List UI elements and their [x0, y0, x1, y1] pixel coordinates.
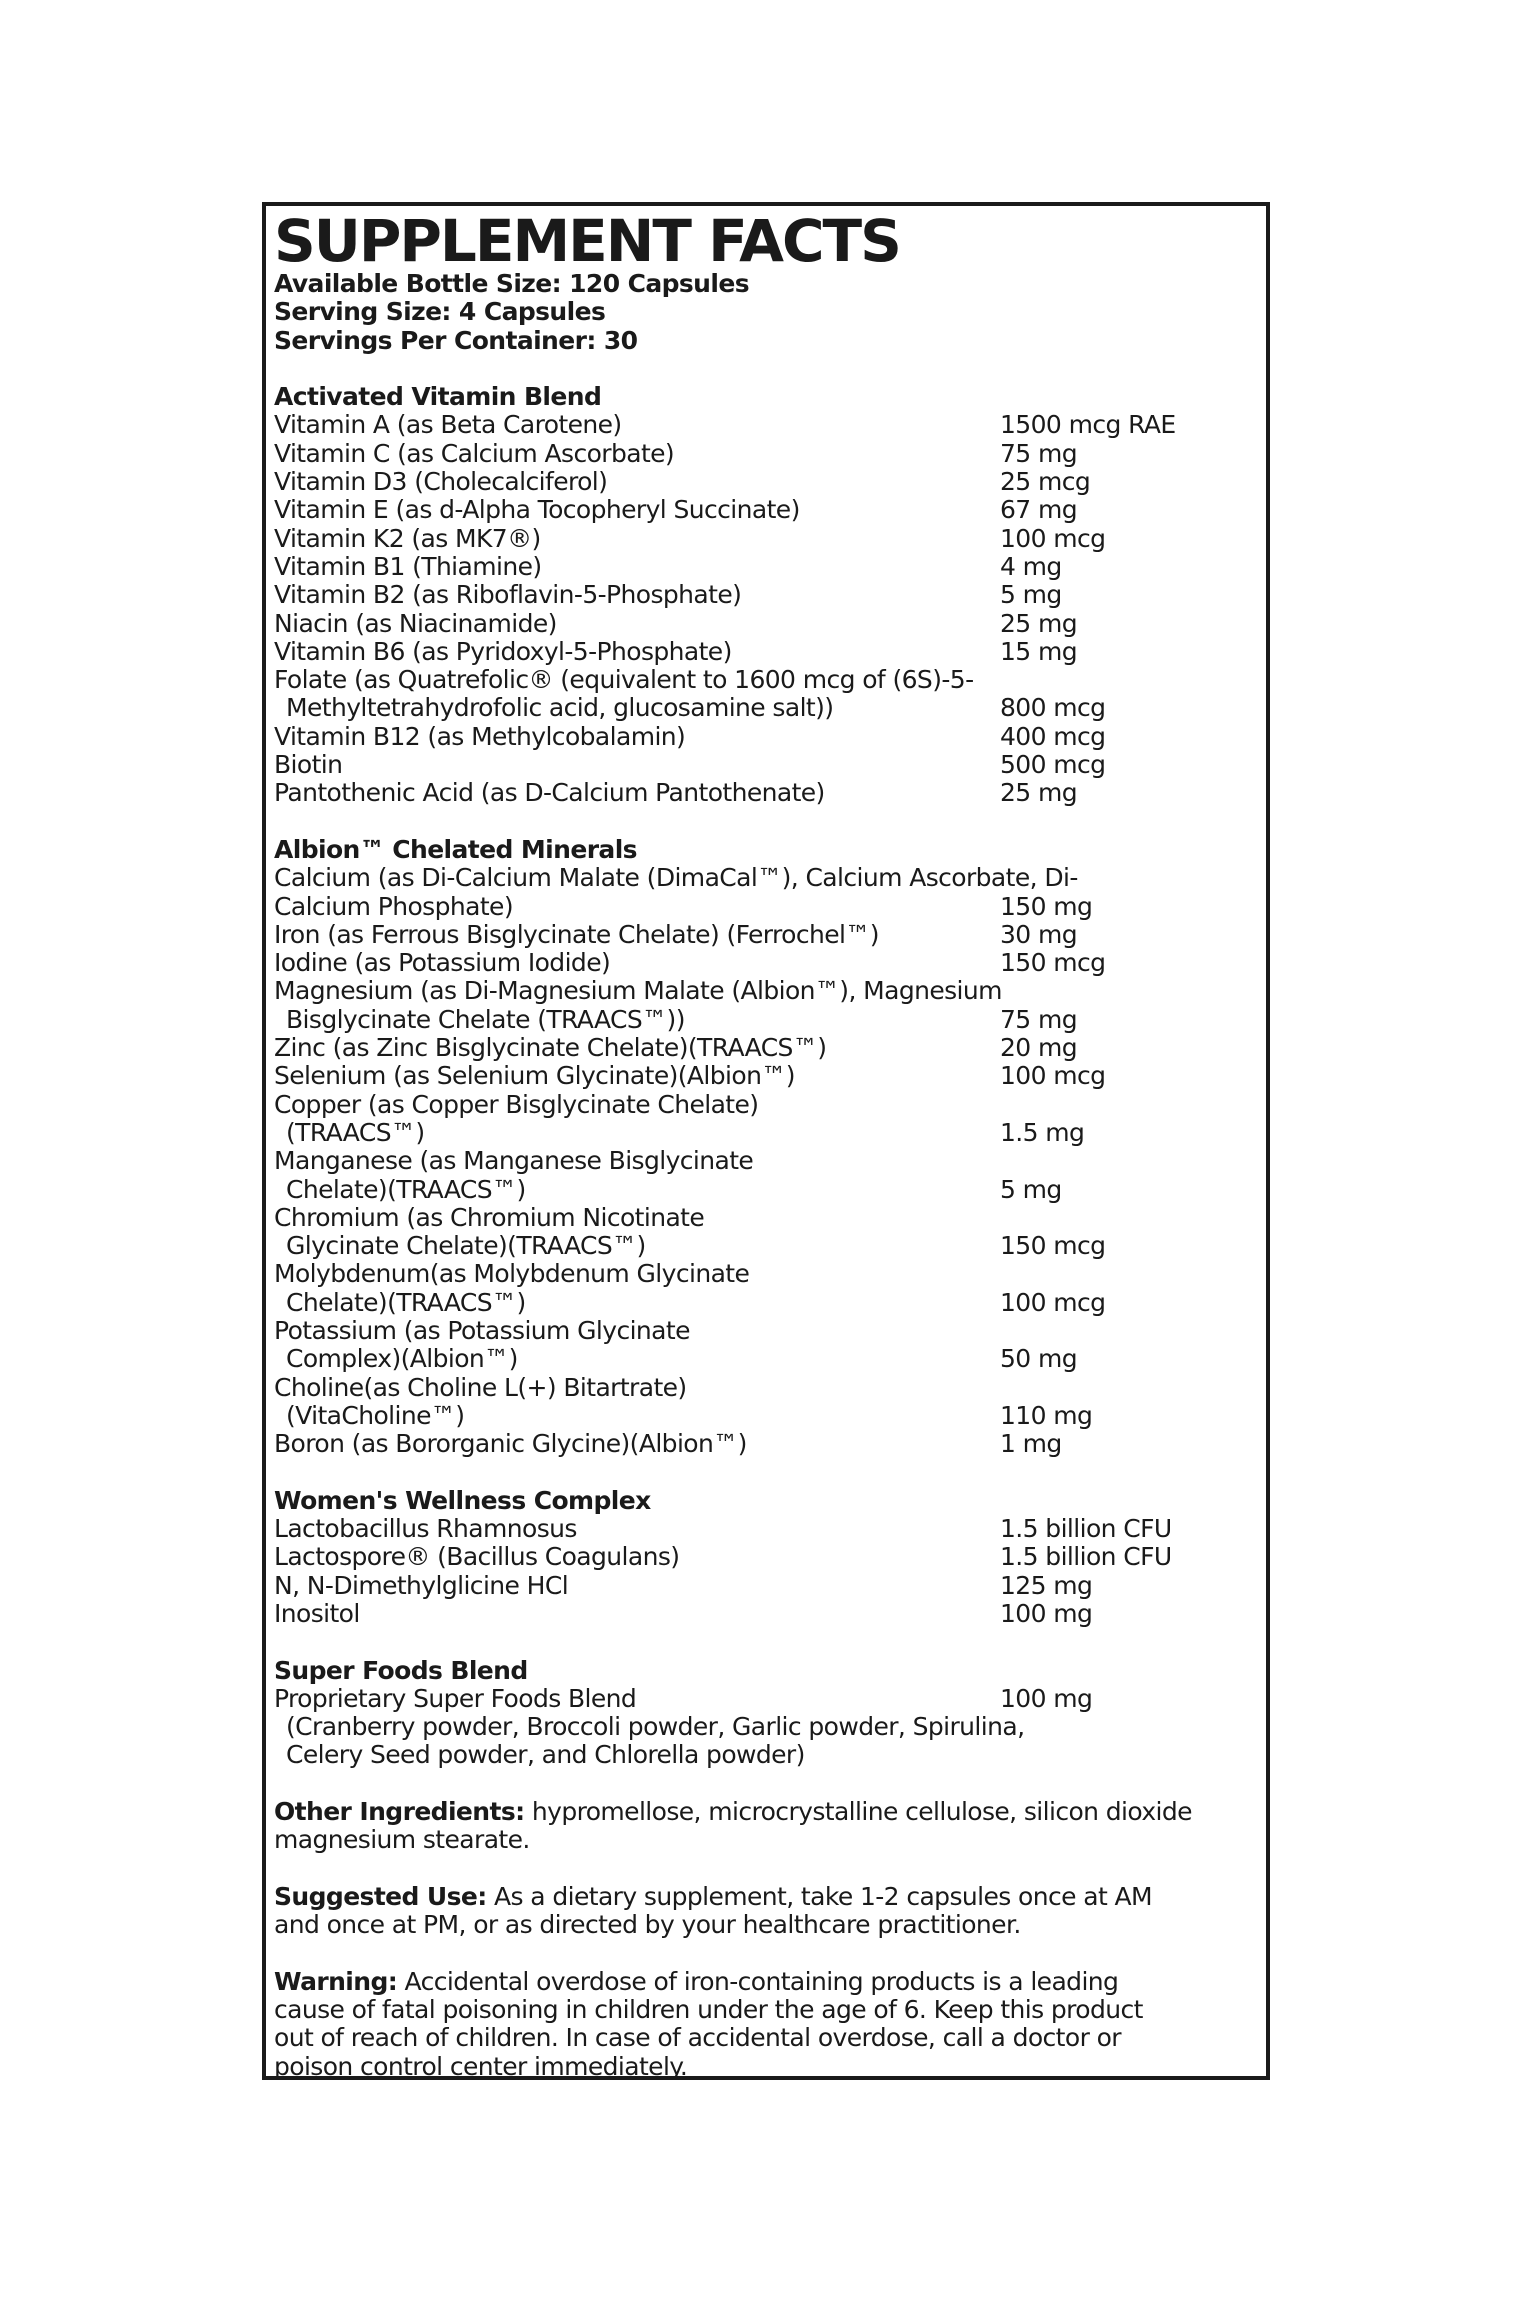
- ingredient-name: Complex)(Albion™): [286, 1344, 518, 1374]
- ingredient-row: [274, 1062, 1266, 1090]
- section: [274, 1657, 1266, 1770]
- ingredient-name: Chromium (as Chromium Nicotinate: [274, 1202, 705, 1232]
- ingredient-amount: 1 mg: [1000, 1429, 1062, 1459]
- warning-line: [274, 1968, 1264, 1996]
- ingredient-name: Proprietary Super Foods Blend: [274, 1683, 637, 1713]
- ingredient-name: Vitamin C (as Calcium Ascorbate): [274, 438, 675, 468]
- warning-text: Accidental overdose of iron-containing products is a leading: [397, 1966, 1119, 1996]
- ingredient-name: Niacin (as Niacinamide): [274, 608, 557, 638]
- bottle-size: Available Bottle Size: 120 Capsules: [274, 269, 749, 298]
- ingredient-name: Copper (as Copper Bisglycinate Chelate): [274, 1089, 759, 1119]
- suggested-use-line: [274, 1883, 1264, 1911]
- ingredient-row: [274, 1260, 1266, 1317]
- ingredient-name: Chelate)(TRAACS™): [286, 1174, 526, 1204]
- ingredient-name: Vitamin E (as d-Alpha Tocopheryl Succinate): [274, 495, 800, 525]
- ingredient-amount: 150 mcg: [1000, 948, 1106, 978]
- ingredient-amount: 400 mcg: [1000, 721, 1106, 751]
- ingredient-name: Potassium (as Potassium Glycinate: [274, 1315, 690, 1345]
- ingredient-amount: 5 mg: [1000, 1174, 1062, 1204]
- ingredient-name: Molybdenum(as Molybdenum Glycinate: [274, 1259, 750, 1289]
- section: [274, 383, 1266, 807]
- ingredient-name: Glycinate Chelate)(TRAACS™): [286, 1231, 646, 1261]
- ingredient-row: [274, 921, 1266, 949]
- ingredient-sections: [274, 383, 1266, 1770]
- ingredient-amount: 150 mg: [1000, 891, 1093, 921]
- other-ingredients-line: [274, 1798, 1264, 1826]
- suggested-use-line: and once at PM, or as directed by your healthcare practitioner.: [274, 1910, 1021, 1940]
- ingredient-amount: 1.5 mg: [1000, 1117, 1085, 1147]
- warning: [274, 1968, 1264, 2081]
- ingredient-name: Celery Seed powder, and Chlorella powder): [286, 1740, 805, 1770]
- serving-size: Serving Size: 4 Capsules: [274, 297, 606, 327]
- ingredient-row: [274, 1317, 1266, 1374]
- ingredient-amount: 5 mg: [1000, 580, 1062, 610]
- warning-label: Warning:: [274, 1966, 398, 1996]
- ingredient-amount: 800 mcg: [1000, 693, 1106, 723]
- ingredient-row: [274, 1091, 1266, 1148]
- section: [274, 836, 1266, 1459]
- ingredient-row: [274, 1572, 1266, 1600]
- ingredient-row: [274, 553, 1266, 581]
- suggested-use: [274, 1883, 1264, 1940]
- ingredient-name: Pantothenic Acid (as D-Calcium Pantothenate): [274, 778, 825, 808]
- ingredient-name: Vitamin D3 (Cholecalciferol): [274, 467, 608, 497]
- other-ingredients-label: Other Ingredients:: [274, 1797, 525, 1827]
- header-info: [274, 270, 1266, 355]
- ingredient-amount: 150 mcg: [1000, 1231, 1106, 1261]
- ingredient-name: Inositol: [274, 1598, 360, 1628]
- ingredient-name: Selenium (as Selenium Glycinate)(Albion™): [274, 1061, 795, 1091]
- ingredient-name: Lactospore® (Bacillus Coagulans): [274, 1542, 680, 1572]
- ingredient-amount: 1500 mcg RAE: [1000, 410, 1176, 440]
- ingredient-row: [274, 1034, 1266, 1062]
- ingredient-row: [274, 610, 1266, 638]
- ingredient-name: Folate (as Quatrefolic® (equivalent to 1600 mcg of (6S)-5-: [274, 665, 974, 695]
- ingredient-row: [274, 638, 1266, 666]
- ingredient-name: Zinc (as Zinc Bisglycinate Chelate)(TRAACS™): [274, 1033, 827, 1063]
- ingredient-row: [274, 723, 1266, 751]
- other-ingredients: [274, 1798, 1264, 1855]
- ingredient-amount: 100 mcg: [1000, 1287, 1106, 1317]
- ingredient-amount: 75 mg: [1000, 438, 1077, 468]
- ingredient-row: [274, 751, 1266, 779]
- ingredient-row: [274, 666, 1266, 723]
- ingredient-row: [274, 1147, 1266, 1204]
- warning-line: poison control center immediately.: [274, 2051, 688, 2081]
- ingredient-name: Vitamin K2 (as MK7®): [274, 523, 541, 553]
- ingredient-amount: 25 mg: [1000, 778, 1077, 808]
- ingredient-name: Manganese (as Manganese Bisglycinate: [274, 1146, 754, 1176]
- ingredient-row: [274, 949, 1266, 977]
- ingredient-amount: 1.5 billion CFU: [1000, 1514, 1172, 1544]
- ingredient-name: Lactobacillus Rhamnosus: [274, 1514, 577, 1544]
- ingredient-amount: 50 mg: [1000, 1344, 1077, 1374]
- ingredient-amount: 4 mg: [1000, 551, 1062, 581]
- ingredient-name: Vitamin B6 (as Pyridoxyl-5-Phosphate): [274, 636, 732, 666]
- ingredient-row: [274, 864, 1266, 921]
- ingredient-name: Vitamin B1 (Thiamine): [274, 551, 542, 581]
- warning-line: out of reach of children. In case of accidental overdose, call a doctor or: [274, 2023, 1121, 2053]
- page-title: SUPPLEMENT FACTS: [274, 207, 900, 275]
- ingredient-row: [274, 779, 1266, 807]
- supplement-facts-panel: [262, 202, 1270, 2080]
- ingredient-amount: 25 mcg: [1000, 467, 1091, 497]
- ingredient-name: Magnesium (as Di-Magnesium Malate (Albion™), Magnesium: [274, 976, 1002, 1006]
- ingredient-row: [274, 496, 1266, 524]
- ingredient-amount: 100 mg: [1000, 1683, 1093, 1713]
- ingredient-amount: 67 mg: [1000, 495, 1077, 525]
- ingredient-name: Calcium (as Di-Calcium Malate (DimaCal™), Calcium Ascorbate, Di-: [274, 863, 1078, 893]
- ingredient-row: [274, 525, 1266, 553]
- ingredient-amount: 100 mcg: [1000, 1061, 1106, 1091]
- ingredient-row: [274, 1543, 1266, 1571]
- ingredient-name: Vitamin A (as Beta Carotene): [274, 410, 622, 440]
- ingredient-name: (Cranberry powder, Broccoli powder, Garlic powder, Spirulina,: [286, 1712, 1025, 1742]
- ingredient-name: Methyltetrahydrofolic acid, glucosamine salt)): [286, 693, 834, 723]
- ingredient-row: [274, 1515, 1266, 1543]
- warning-line: cause of fatal poisoning in children under the age of 6. Keep this product: [274, 1995, 1143, 2025]
- ingredient-row: [274, 1600, 1266, 1628]
- ingredient-name: N, N-Dimethylglicine HCl: [274, 1570, 569, 1600]
- ingredient-row: [274, 468, 1266, 496]
- suggested-use-text: As a dietary supplement, take 1-2 capsules once at AM: [486, 1881, 1152, 1911]
- ingredient-name: Chelate)(TRAACS™): [286, 1287, 526, 1317]
- ingredient-row: [274, 1685, 1266, 1713]
- ingredient-row: [274, 1204, 1266, 1261]
- ingredient-amount: 125 mg: [1000, 1570, 1093, 1600]
- ingredient-name: Bisglycinate Chelate (TRAACS™)): [286, 1004, 685, 1034]
- ingredient-amount: 15 mg: [1000, 636, 1077, 666]
- ingredient-row: [274, 1374, 1266, 1431]
- ingredient-amount: 100 mcg: [1000, 523, 1106, 553]
- ingredient-name: Vitamin B12 (as Methylcobalamin): [274, 721, 686, 751]
- ingredient-name: Iron (as Ferrous Bisglycinate Chelate) (Ferrochel™): [274, 919, 879, 949]
- ingredient-row: [274, 977, 1266, 1034]
- ingredient-name: Boron (as Bororganic Glycine)(Albion™): [274, 1429, 747, 1459]
- ingredient-amount: 25 mg: [1000, 608, 1077, 638]
- suggested-use-label: Suggested Use:: [274, 1881, 487, 1911]
- section-heading: Super Foods Blend: [274, 1655, 528, 1685]
- ingredient-amount: 100 mg: [1000, 1598, 1093, 1628]
- ingredient-name: (TRAACS™): [286, 1117, 425, 1147]
- other-ingredients-text: hypromellose, microcrystalline cellulose, silicon dioxide: [524, 1797, 1192, 1827]
- ingredient-row: [274, 1430, 1266, 1458]
- ingredient-row: [274, 581, 1266, 609]
- ingredient-amount: 500 mcg: [1000, 750, 1106, 780]
- other-ingredients-line: magnesium stearate.: [274, 1825, 530, 1855]
- ingredient-row: [274, 411, 1266, 439]
- section-heading: Activated Vitamin Blend: [274, 382, 602, 412]
- section: [274, 1487, 1266, 1628]
- servings-per-container: Servings Per Container: 30: [274, 325, 638, 355]
- ingredient-name: Vitamin B2 (as Riboflavin-5-Phosphate): [274, 580, 742, 610]
- ingredient-amount: 75 mg: [1000, 1004, 1077, 1034]
- ingredient-row: [274, 440, 1266, 468]
- ingredient-name: Biotin: [274, 750, 343, 780]
- ingredient-name: Calcium Phosphate): [274, 891, 513, 921]
- ingredient-row: [274, 1713, 1266, 1770]
- ingredient-name: Choline(as Choline L(+) Bitartrate): [274, 1372, 687, 1402]
- ingredient-amount: 110 mg: [1000, 1400, 1093, 1430]
- ingredient-name: Iodine (as Potassium Iodide): [274, 948, 611, 978]
- section-heading: Women's Wellness Complex: [274, 1485, 651, 1515]
- section-heading: Albion™ Chelated Minerals: [274, 834, 637, 864]
- ingredient-amount: 20 mg: [1000, 1033, 1077, 1063]
- ingredient-name: (VitaCholine™): [286, 1400, 465, 1430]
- ingredient-amount: 30 mg: [1000, 919, 1077, 949]
- ingredient-amount: 1.5 billion CFU: [1000, 1542, 1172, 1572]
